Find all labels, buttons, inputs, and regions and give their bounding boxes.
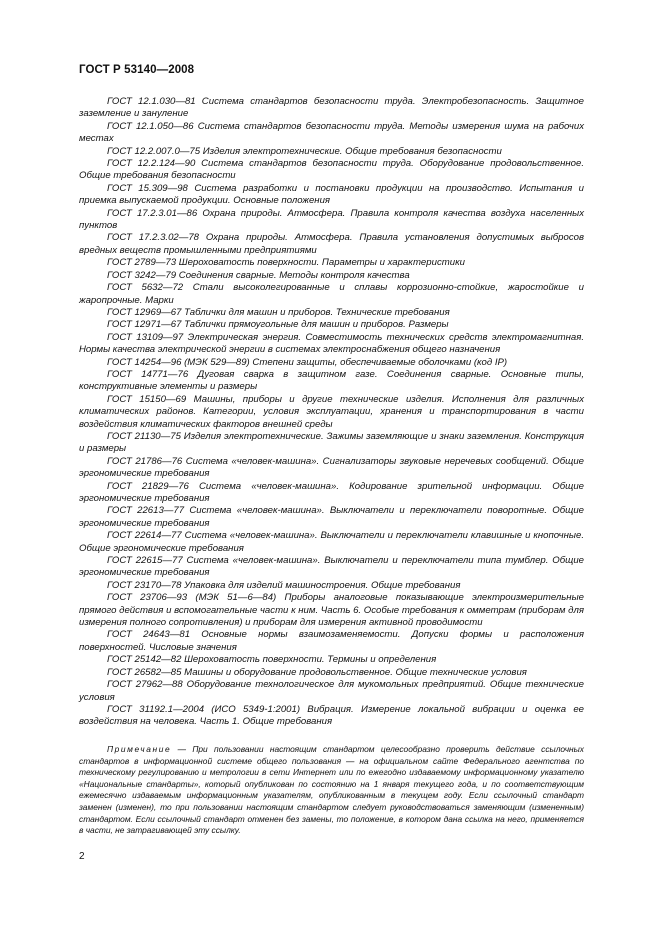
reference-item: ГОСТ 14771—76 Дуговая сварка в защитном газе. Соединения сварные. Основные типы, конструктивные элементы и размеры bbox=[79, 368, 584, 393]
reference-item: ГОСТ 12.1.030—81 Система стандартов безопасности труда. Электробезопасность. Защитное заземление и зануление bbox=[79, 96, 584, 120]
note-text: — При пользовании настоящим стандартом целесообразно проверить действие ссылочных стандартов в информационной системе общего пользования — на официальном сайте Федерального агентства по техническому регулированию и метрологии в сети Интернет или по ежегодно издаваемому информационному указателю «Национальные стандарты», который опубликован по состоянию на 1 января текущего года, и по соответствующим ежемесячно издаваемым информационным указателям, опубликованным в текущем году. Если ссылочный стандарт заменен (изменен), то при пользовании настоящим стандартом следует руководствоваться заменяющим (измененным) стандартом. Если ссылочный стандарт отменен без замены, то положение, в котором дана ссылка на него, применяется в части, не затрагивающей эту ссылку. bbox=[79, 744, 584, 836]
reference-item: ГОСТ 12969—67 Таблички для машин и приборов. Технические требования bbox=[107, 306, 450, 318]
reference-item: ГОСТ 24643—81 Основные нормы взаимозаменяемости. Допуски формы и расположения поверхностей. Числовые значения bbox=[79, 629, 584, 653]
reference-item: ГОСТ 17.2.3.01—86 Охрана природы. Атмосфера. Правила контроля качества воздуха населенных пунктов bbox=[79, 207, 584, 232]
reference-item: ГОСТ 22614—77 Система «человек-машина». Выключатели и переключатели клавишные и кнопочные. Общие эргономические требования bbox=[79, 530, 584, 554]
reference-item: ГОСТ 25142—82 Шероховатость поверхности. Термины и определения bbox=[107, 654, 437, 666]
reference-item: ГОСТ 12.1.050—86 Система стандартов безопасности труда. Методы измерения шума на рабочих местах bbox=[79, 120, 584, 145]
reference-item: ГОСТ 31192.1—2004 (ИСО 5349-1:2001) Вибрация. Измерение локальной вибрации и оценка ее воздействия на человека. Часть 1. Общие требования bbox=[79, 703, 584, 728]
reference-item: ГОСТ 21786—76 Система «человек-машина». Сигнализаторы звуковые неречевых сообщений. Общие эргономические требования bbox=[79, 455, 584, 480]
reference-item: ГОСТ 14254—96 (МЭК 529—89) Степени защиты, обеспечиваемые оболочками (код IP) bbox=[107, 356, 508, 368]
note-paragraph bbox=[79, 744, 584, 837]
reference-item: ГОСТ 22615—77 Система «человек-машина». Выключатели и переключатели типа тумблер. Общие эргономические требования bbox=[79, 555, 584, 579]
normative-references bbox=[79, 96, 584, 729]
document-header: ГОСТ Р 53140—2008 bbox=[79, 64, 195, 76]
note-label: Примечание bbox=[107, 744, 172, 754]
reference-item: ГОСТ 23706—93 (МЭК 51—6—84) Приборы аналоговые показывающие электроизмерительные прямого действия и вспомогательные части к ним. Часть 6. Особые требования к омметрам (приборам для измерения полного сопротивления) и приборам для измерения активной проводимости bbox=[79, 592, 584, 629]
note-block bbox=[79, 744, 584, 837]
reference-item: ГОСТ 22613—77 Система «человек-машина». Выключатели и переключатели поворотные. Общие эргономические требования bbox=[79, 505, 584, 529]
reference-item: ГОСТ 17.2.3.02—78 Охрана природы. Атмосфера. Правила установления допустимых выбросов вредных веществ промышленными предприятиями bbox=[79, 232, 584, 256]
reference-item: ГОСТ 2789—73 Шероховатость поверхности. Параметры и характеристики bbox=[107, 257, 465, 269]
reference-item: ГОСТ 21130—75 Изделия электротехнические. Зажимы заземляющие и знаки заземления. Конструкция и размеры bbox=[79, 430, 584, 455]
reference-item: ГОСТ 27962—88 Оборудование технологическое для мукомольных предприятий. Общие технические условия bbox=[79, 679, 584, 703]
reference-item: ГОСТ 12971—67 Таблички прямоугольные для машин и приборов. Размеры bbox=[107, 319, 449, 331]
reference-item: ГОСТ 26582—85 Машины и оборудование продовольственное. Общие технические условия bbox=[107, 666, 527, 678]
reference-item: ГОСТ 12.2.007.0—75 Изделия электротехнические. Общие требования безопасности bbox=[107, 145, 502, 157]
reference-item: ГОСТ 3242—79 Соединения сварные. Методы контроля качества bbox=[107, 269, 410, 281]
reference-item: ГОСТ 12.2.124—90 Система стандартов безопасности труда. Оборудование продовольственное. Общие требования безопасности bbox=[79, 158, 584, 182]
reference-item: ГОСТ 13109—97 Электрическая энергия. Совместимость технических средств электромагнитная. Нормы качества электрической энергии в системах электроснабжения общего назначения bbox=[79, 331, 584, 356]
page-number: 2 bbox=[79, 851, 85, 862]
reference-item: ГОСТ 15.309—98 Система разработки и постановки продукции на производство. Испытания и приемка выпускаемой продукции. Основные положения bbox=[79, 182, 584, 207]
reference-item: ГОСТ 15150—69 Машины, приборы и другие технические изделия. Исполнения для различных климатических районов. Категории, условия эксплуатации, хранения и транспортирования в части воздействия климатических факторов внешней среды bbox=[79, 393, 584, 430]
reference-item: ГОСТ 23170—78 Упаковка для изделий машиностроения. Общие требования bbox=[107, 579, 461, 591]
reference-item: ГОСТ 21829—76 Система «человек-машина». Кодирование зрительной информации. Общие эргономические требования bbox=[79, 480, 584, 504]
reference-item: ГОСТ 5632—72 Стали высоколегированные и сплавы коррозионно-стойкие, жаростойкие и жаропрочные. Марки bbox=[79, 282, 584, 306]
